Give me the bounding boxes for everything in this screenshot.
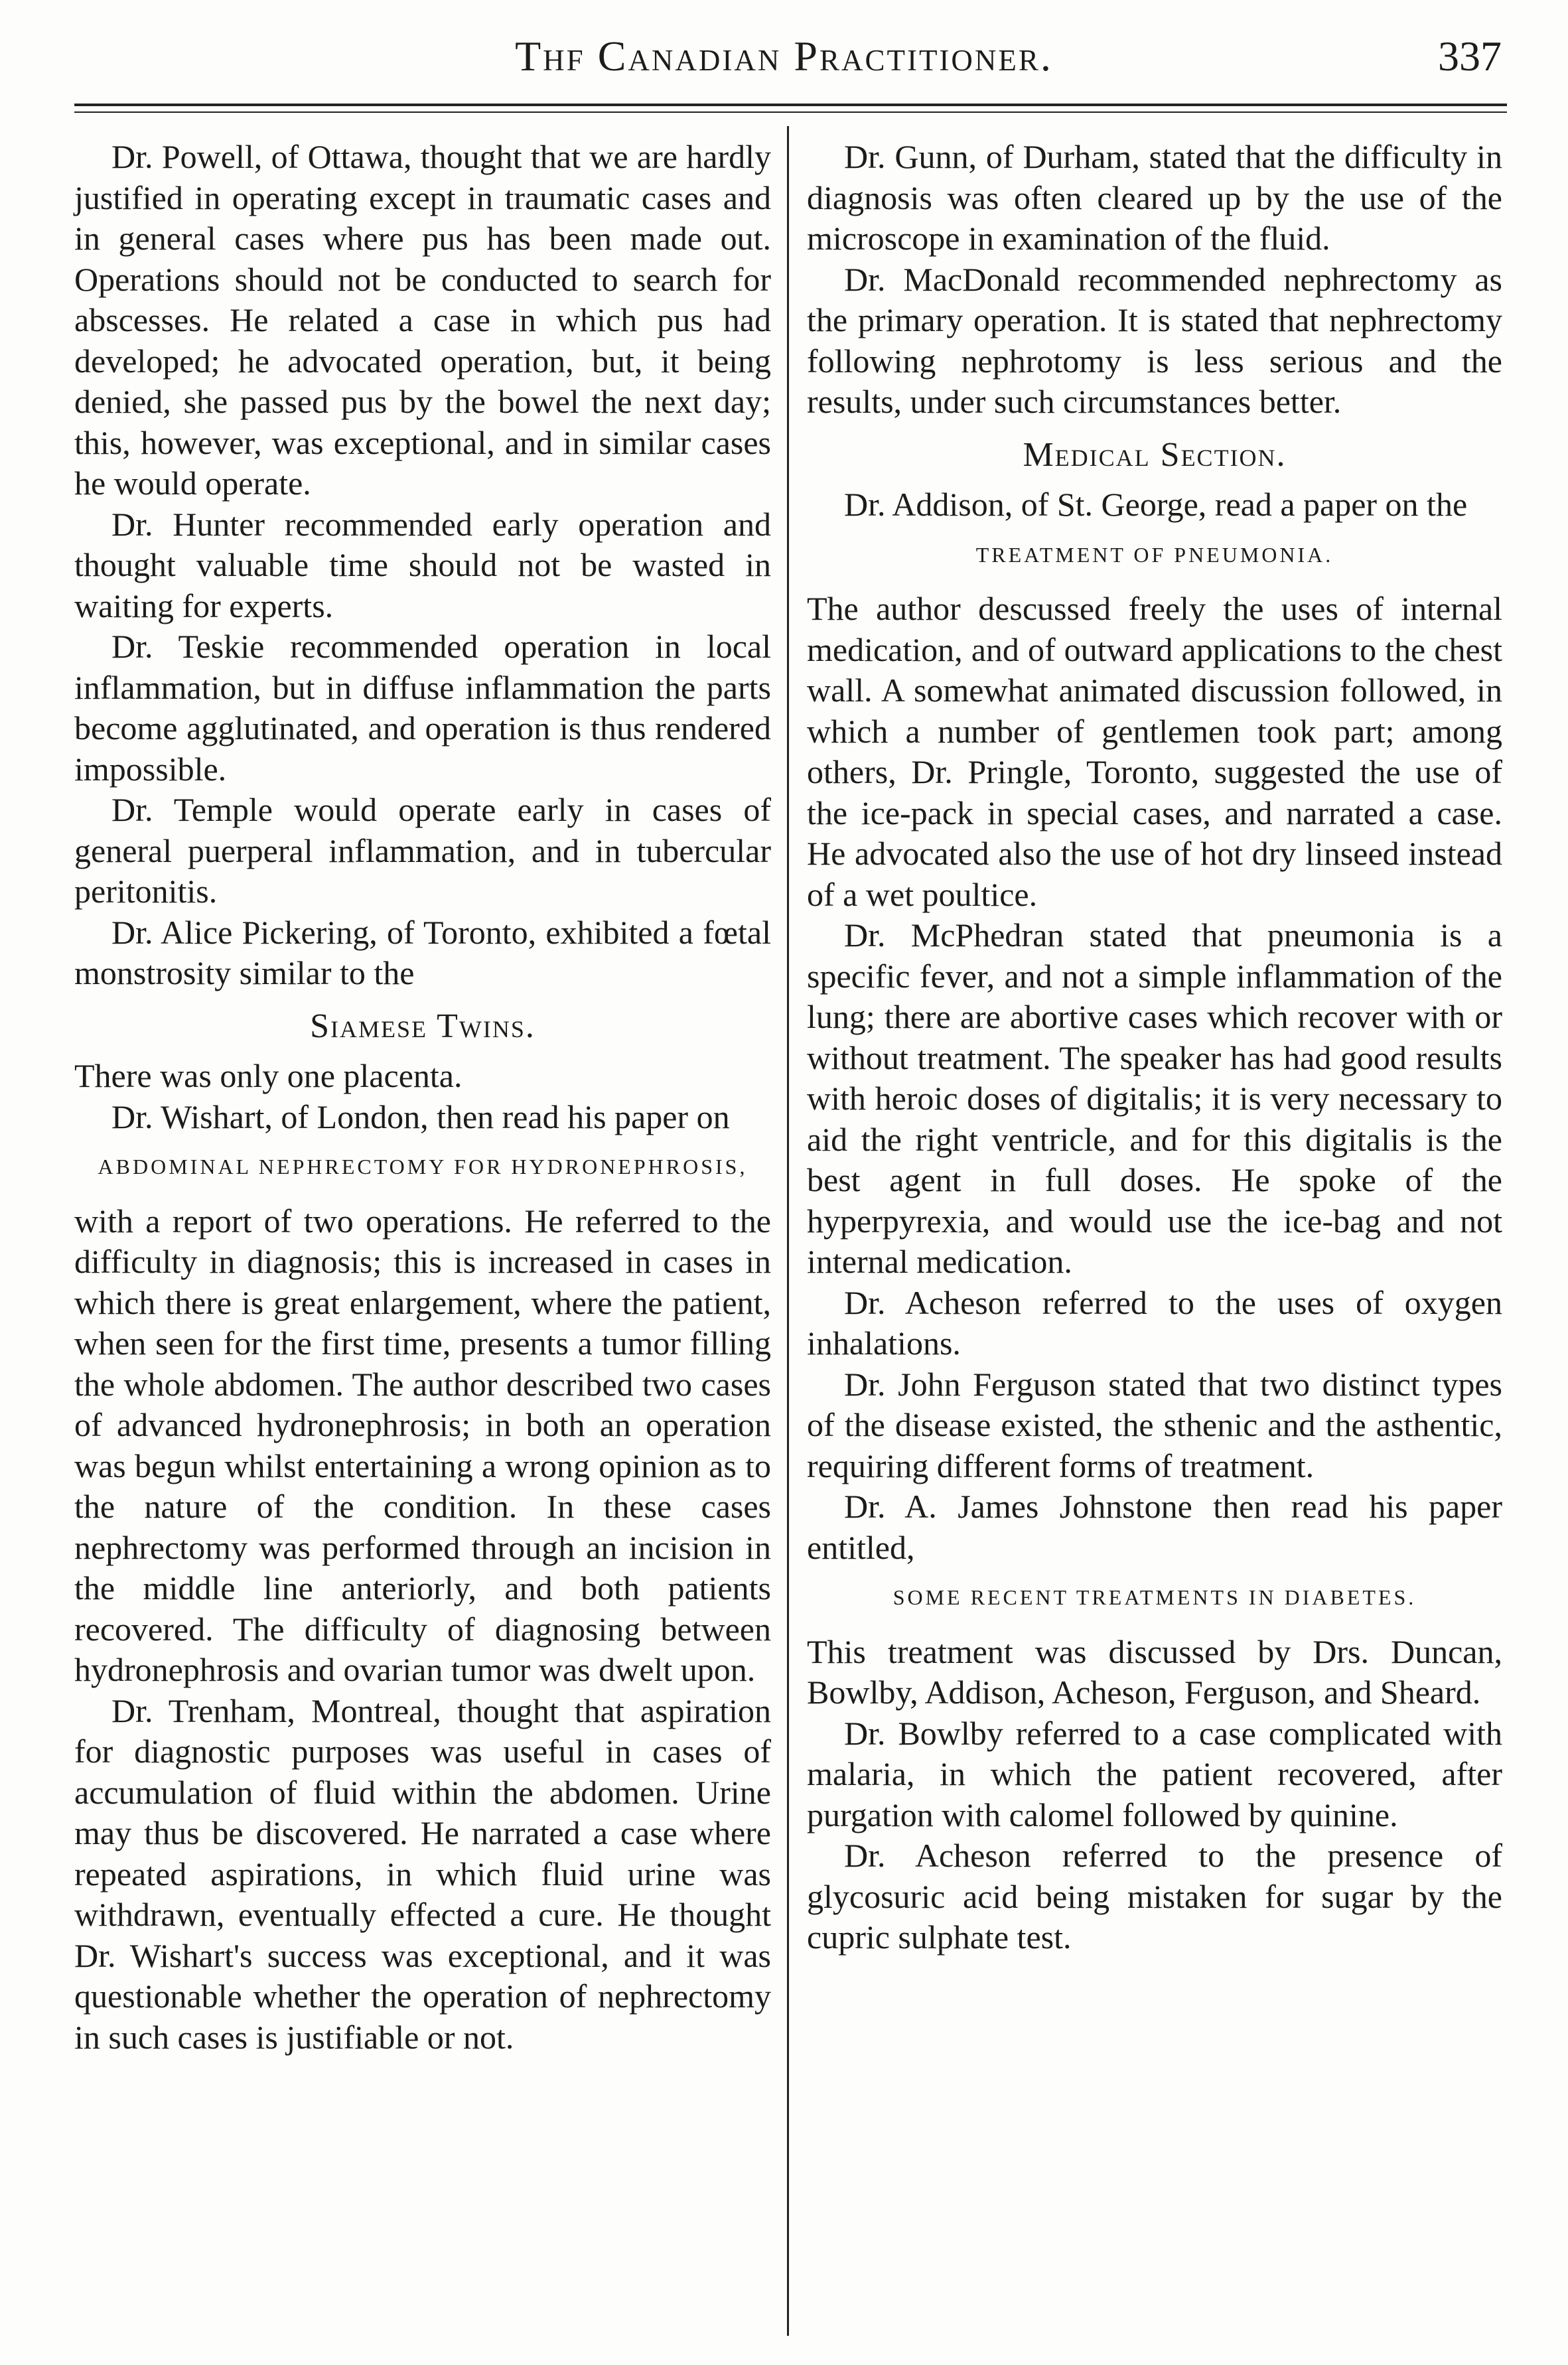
header-rule-thin	[74, 111, 1507, 113]
paragraph: Dr. Temple would operate early in cases of general puerperal inflammation, and in tubercular peritonitis.	[74, 791, 771, 910]
paragraph: Dr. McPhedran stated that pneumonia is a specific fever, and not a simple inflammation of the lung; there are abortive cases which recover with or without treatment. The speaker has had good results with heroic doses of digitalis; it is very necessary to aid the right ventricle, and for this digitalis is the best agent in full doses. He spoke of the hyperpyrexia, and would use the ice-bag and not internal medication.	[807, 916, 1502, 1280]
paragraph: Dr. Bowlby referred to a case complicated with malaria, in which the patient recovered, after purgation with calomel followed by quinine.	[807, 1714, 1502, 1833]
column-divider	[787, 126, 789, 2336]
paper-title-diabetes: SOME RECENT TREATMENTS IN DIABETES.	[892, 1585, 1417, 1609]
paragraph: Dr. Addison, of St. George, read a paper on the	[844, 486, 1468, 523]
paragraph: Dr. Acheson referred to the presence of glycosuric acid being mistaken for sugar by the cupric sulphate test.	[807, 1837, 1502, 1956]
paragraph: Dr. Powell, of Ottawa, thought that we are hardly justified in operating except in traumatic cases and in general cases where pus has been made out. Operations should not be conducted to search for abscesses. He related a case in which pus had developed; he advocated operation, but, it being denied, she passed pus by the bowel the next day; this, however, was exceptional, and in similar cases he would operate.	[74, 138, 771, 502]
running-title: Thf Canadian Practitioner.	[515, 33, 1053, 80]
section-heading-siamese-twins: Siamese Twins.	[310, 1007, 535, 1045]
paragraph: Dr. A. James Johnstone then read his paper entitled,	[807, 1488, 1502, 1566]
paragraph: There was only one placenta.	[74, 1057, 463, 1094]
right-column	[807, 137, 1502, 1958]
paragraph: Dr. Acheson referred to the uses of oxygen inhalations.	[807, 1283, 1502, 1362]
paragraph: Dr. Wishart, of London, then read his paper on	[111, 1098, 730, 1135]
section-heading-medical: Medical Section.	[1023, 435, 1287, 474]
paragraph: Dr. Alice Pickering, of Toronto, exhibited a fœtal monstrosity similar to the	[74, 913, 771, 991]
page-number: 337	[1438, 33, 1502, 80]
paragraph: Dr. Gunn, of Durham, stated that the difficulty in diagnosis was often cleared up by the use of the microscope in examination of the fluid.	[807, 138, 1502, 257]
paragraph: The author descussed freely the uses of internal medication, and of outward applications to the chest wall. A somewhat animated discussion followed, in which a number of gentlemen took part; among others, Dr. Pringle, Toronto, suggested the use of the ice-pack in special cases, and narrated a case. He advocated also the use of hot dry linseed instead of a wet poultice.	[807, 590, 1502, 913]
paragraph: Dr. Trenham, Montreal, thought that aspiration for diagnostic purposes was useful in cases of accumulation of fluid within the abdomen. Urine may thus be discovered. He narrated a case where repeated aspirations, in which fluid urine was withdrawn, eventually effected a cure. He thought Dr. Wishart's success was exceptional, and it was questionable whether the operation of nephrectomy in such cases is justifiable or not.	[74, 1691, 771, 2056]
header-rule	[74, 104, 1507, 106]
page-header	[0, 0, 1568, 106]
paper-title-pneumonia: TREATMENT OF PNEUMONIA.	[975, 542, 1334, 567]
left-column	[74, 137, 771, 2058]
paragraph: This treatment was discussed by Drs. Duncan, Bowlby, Addison, Acheson, Ferguson, and Sheard.	[807, 1632, 1502, 1711]
paragraph: Dr. Teskie recommended operation in local inflammation, but in diffuse inflammation the parts become agglutinated, and operation is thus rendered impossible.	[74, 628, 771, 788]
paper-title-nephrectomy: ABDOMINAL NEPHRECTOMY FOR HYDRONEPHROSIS,	[98, 1155, 748, 1179]
paragraph: Dr. John Ferguson stated that two distinct types of the disease existed, the sthenic and the asthentic, requiring different forms of treatment.	[807, 1365, 1502, 1484]
paragraph: Dr. Hunter recommended early operation and thought valuable time should not be wasted in waiting for experts.	[74, 505, 771, 624]
paragraph: with a report of two operations. He referred to the difficulty in diagnosis; this is increased in cases in which there is great enlargement, where the patient, when seen for the first time, presents a tumor filling the whole abdomen. The author described two cases of advanced hydronephrosis; in both an operation was begun whilst entertaining a wrong opinion as to the nature of the condition. In these cases nephrectomy was performed through an incision in the middle line anteriorly, and both patients recovered. The difficulty of diagnosing between hydronephrosis and ovarian tumor was dwelt upon.	[74, 1202, 771, 1688]
paragraph: Dr. MacDonald recommended nephrectomy as the primary operation. It is stated that nephrectomy following nephrotomy is less serious and the results, under such circumstances better.	[807, 260, 1502, 420]
